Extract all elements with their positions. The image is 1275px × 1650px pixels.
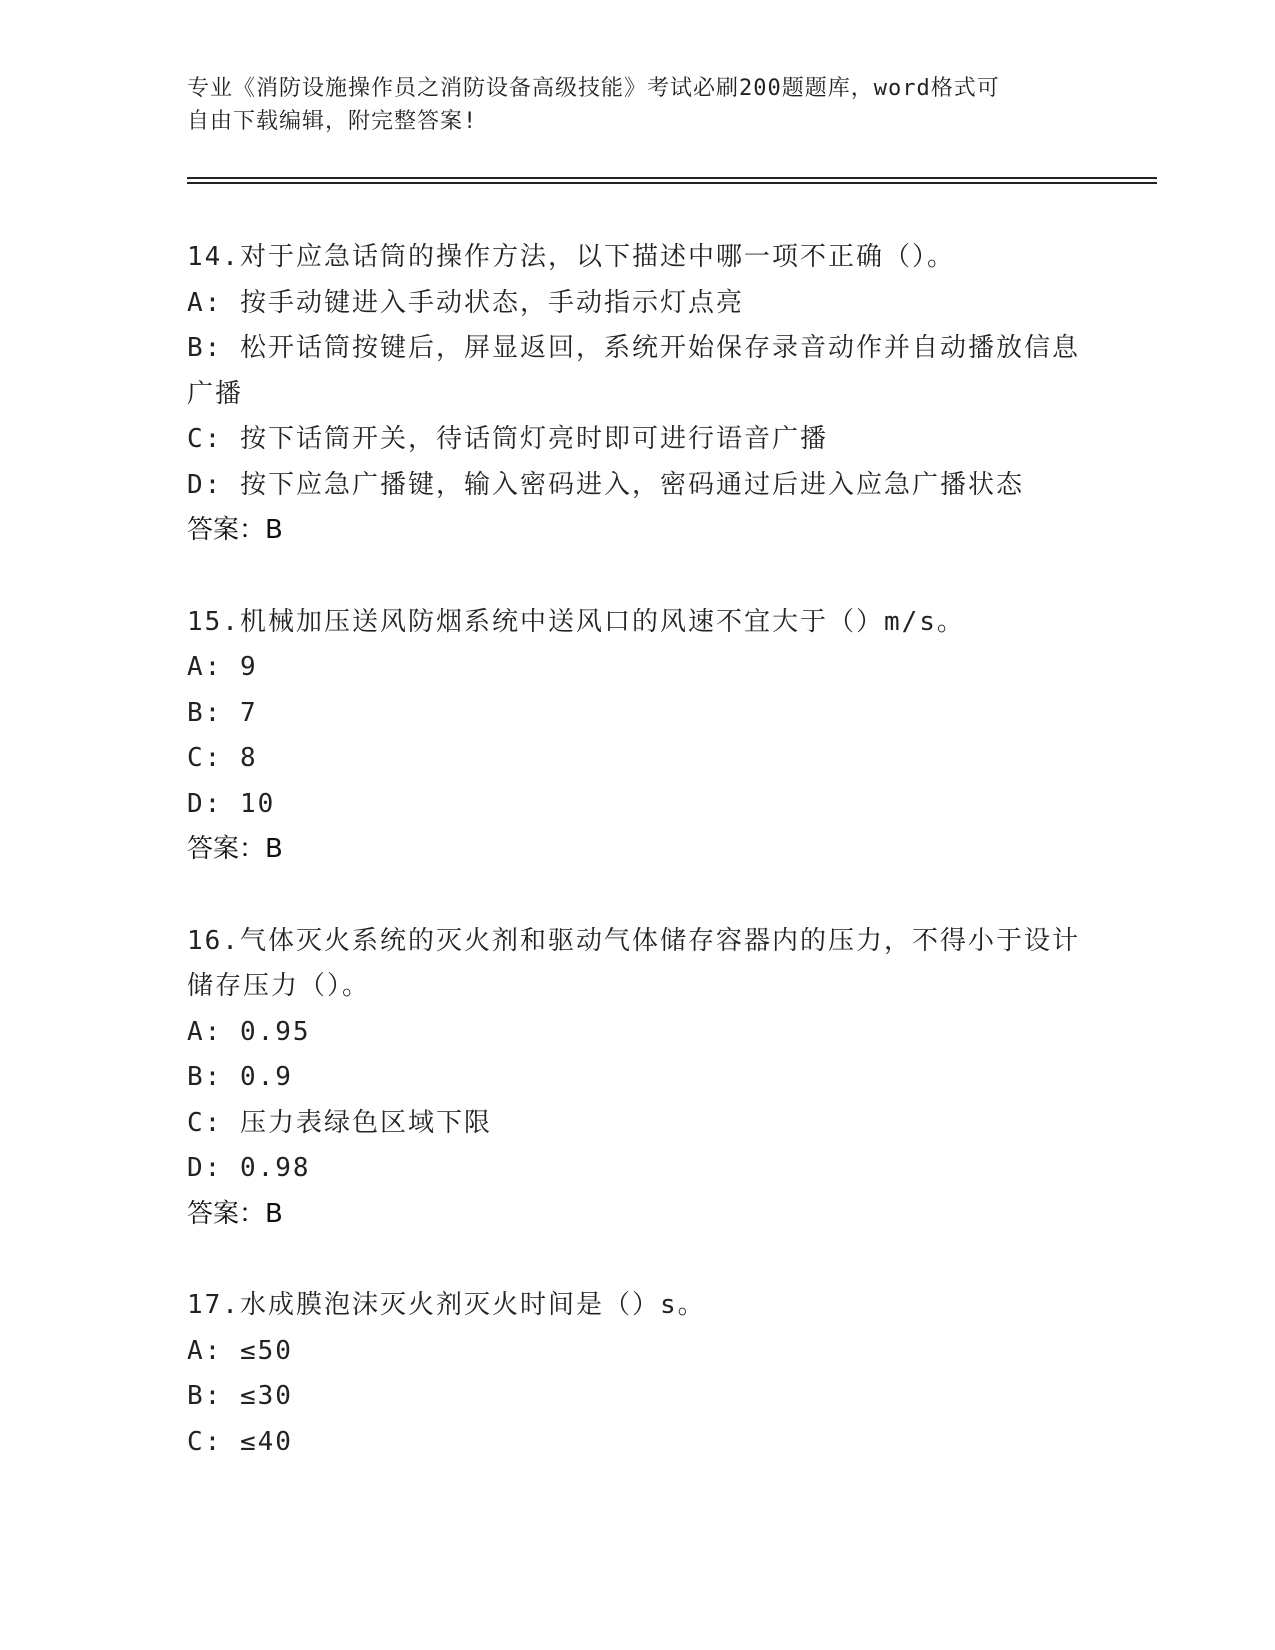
question-stem: 17.水成膜泡沫灭火剂灭火时间是（）s。 [187,1290,706,1320]
option-b: B: ≤30 [187,1381,293,1411]
option-a: A: ≤50 [187,1335,293,1366]
option-c: C: ≤40 [187,1426,293,1457]
question-15 [187,600,1087,873]
document-header [187,72,1087,138]
question-16 [187,919,1087,1238]
answer-line: 答案：B [187,834,283,864]
question-stem: 15.机械加压送风防烟系统中送风口的风速不宜大于（）m/s。 [187,606,965,637]
option-d: D: 0.98 [187,1153,311,1183]
question-stem: 14.对于应急话筒的操作方法，以下描述中哪一项不正确（）。 [187,242,955,272]
option-a: A: 0.95 [187,1016,311,1047]
option-b: B: 7 [187,697,258,728]
answer-line: 答案：B [187,1198,283,1229]
option-c: C: 8 [187,743,258,773]
option-b: B: 松开话筒按键后，屏显返回，系统开始保存录音动作并自动播放信息广播 [187,333,1080,409]
option-b: B: 0.9 [187,1062,293,1092]
question-17 [187,1283,1087,1465]
header-line-2: 自由下载编辑，附完整答案! [187,109,478,134]
answer-line: 答案：B [187,515,283,545]
option-c: C: 按下话筒开关，待话筒灯亮时即可进行语音广播 [187,424,828,454]
header-divider-bottom [187,182,1157,184]
header-divider-top [187,177,1157,179]
option-a: A: 按手动键进入手动状态，手动指示灯点亮 [187,287,744,318]
question-14 [187,235,1087,554]
question-list [187,235,1087,1511]
option-a: A: 9 [187,652,258,682]
option-d: D: 10 [187,788,276,819]
header-line-1: 专业《消防设施操作员之消防设备高级技能》考试必刷200题题库，word格式可 [187,76,1000,101]
option-d: D: 按下应急广播键，输入密码进入，密码通过后进入应急广播状态 [187,469,1024,500]
question-stem: 16.气体灭火系统的灭火剂和驱动气体储存容器内的压力，不得小于设计储存压力（）。 [187,925,1080,1001]
option-c: C: 压力表绿色区域下限 [187,1107,492,1138]
